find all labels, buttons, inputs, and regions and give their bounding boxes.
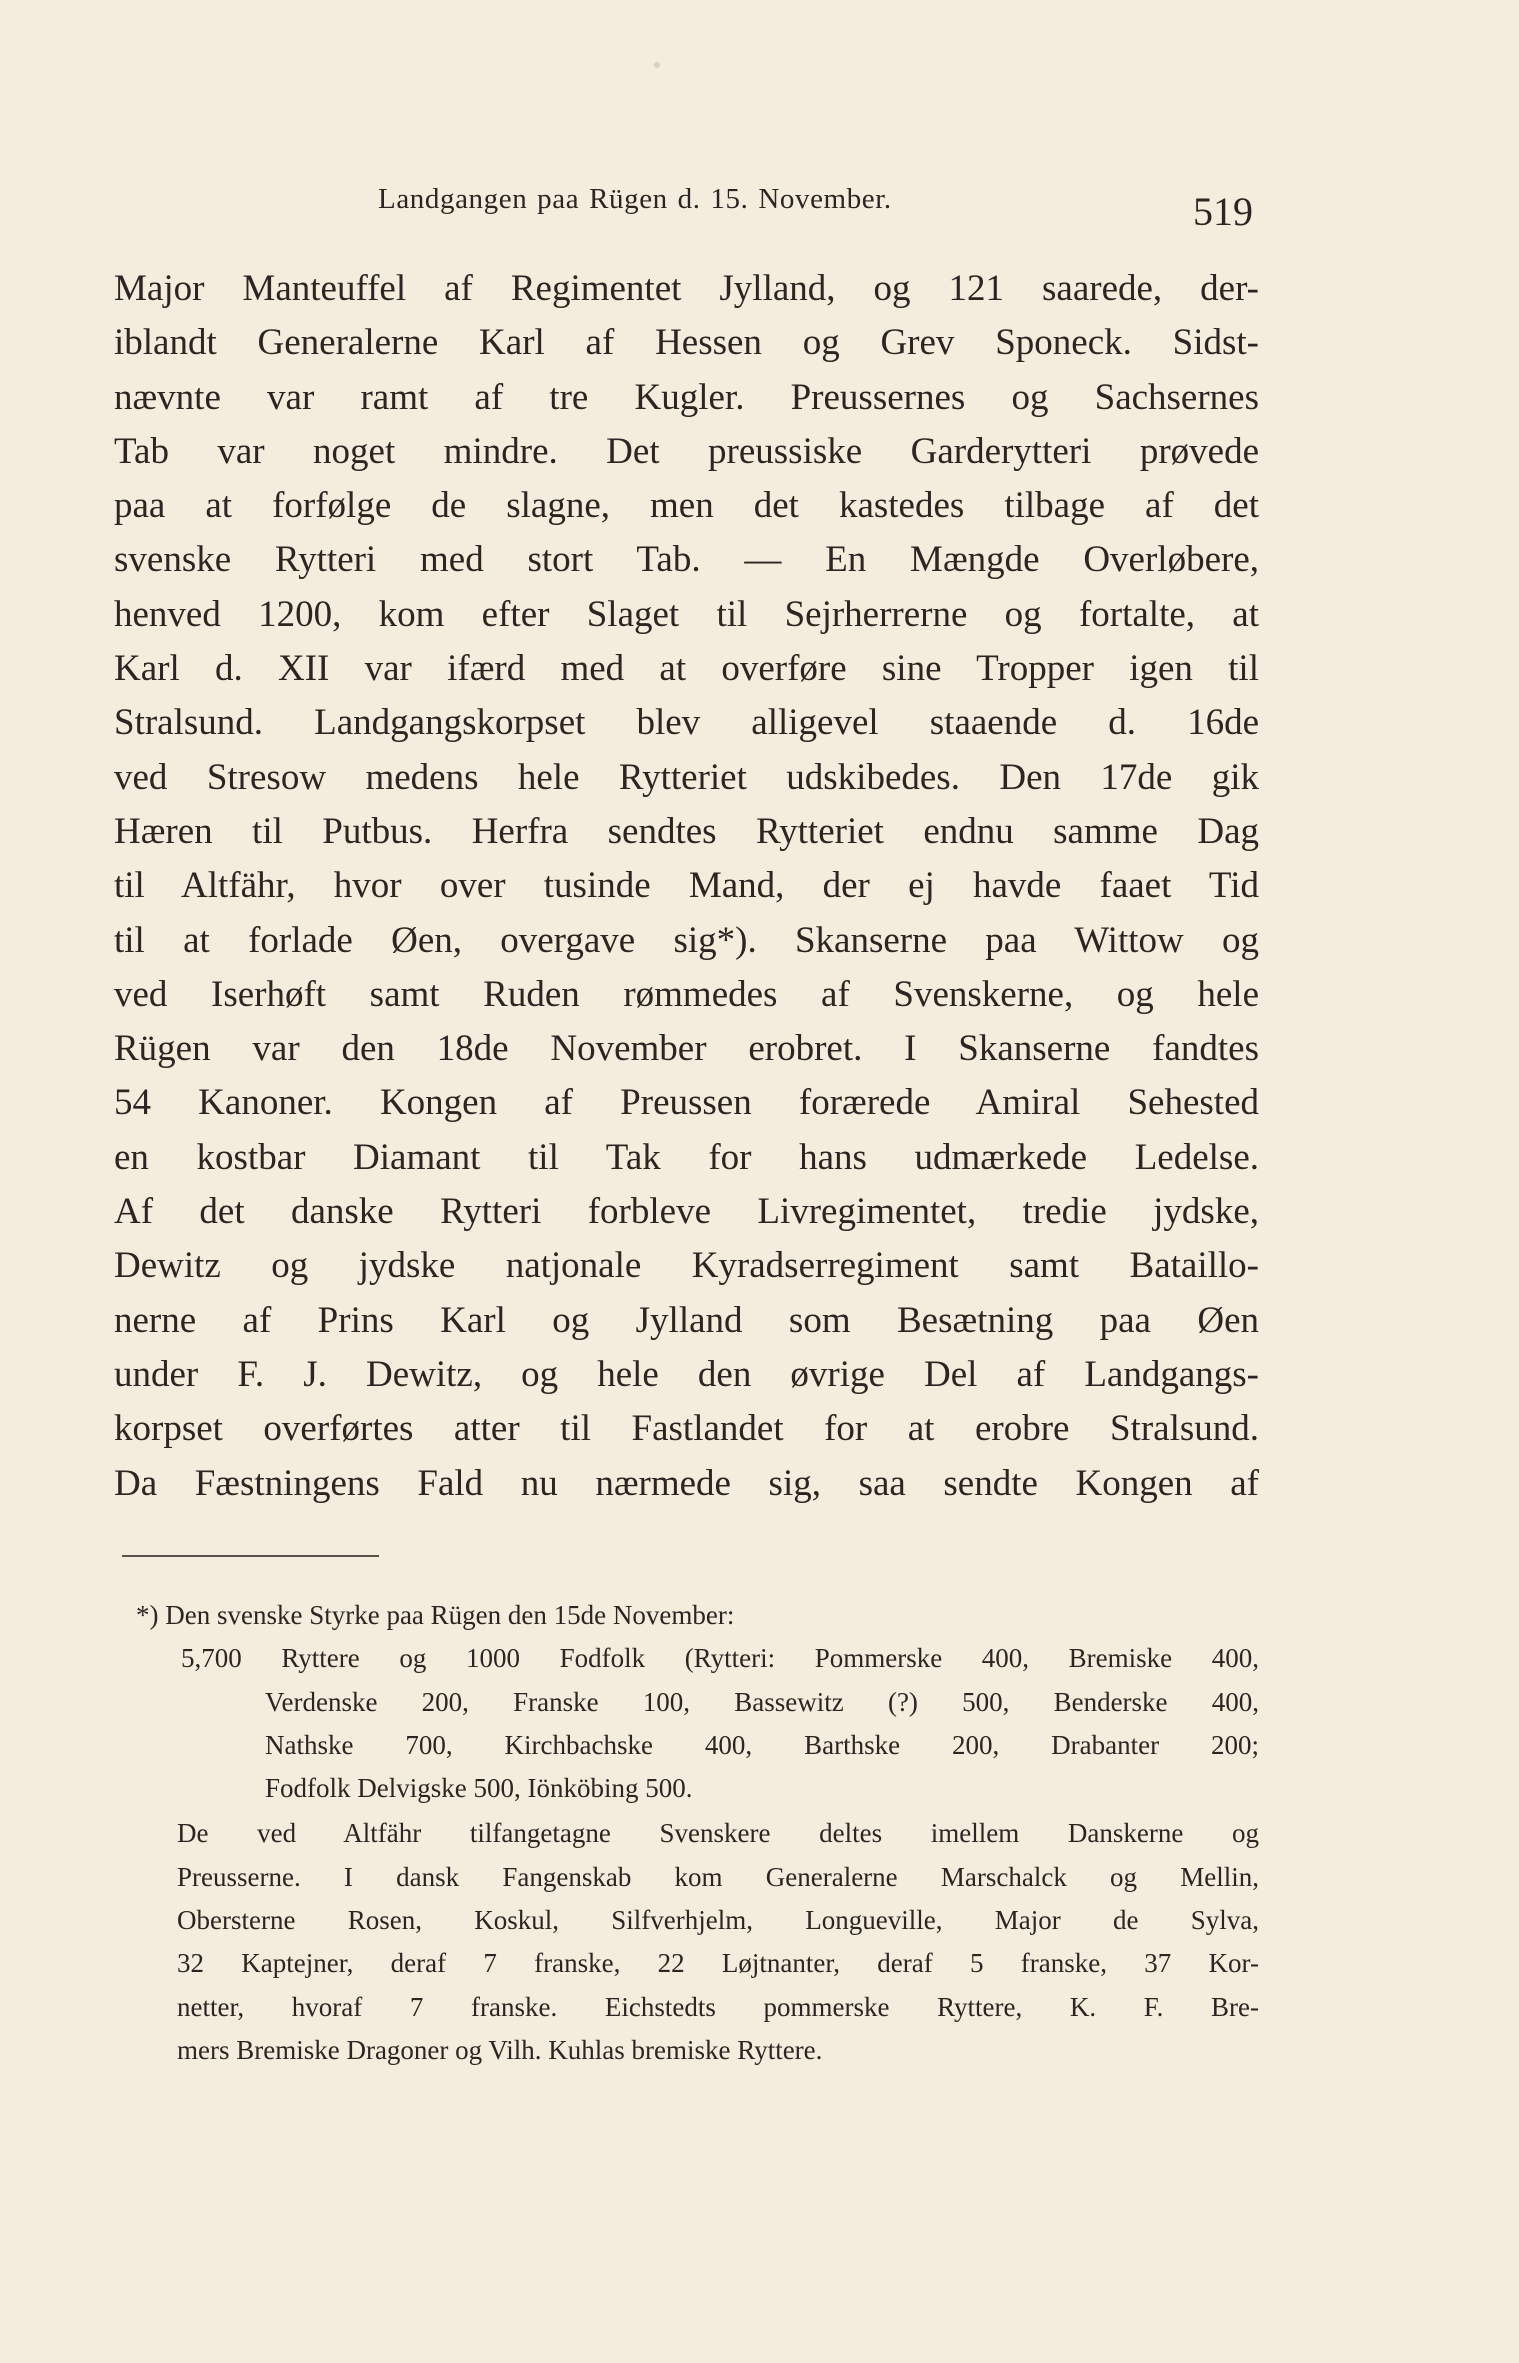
footnote-line: Obersterne Rosen, Koskul, Silfverhjelm, Longueville, Major de Sylva, [177,1905,1259,1936]
text-line: en kostbar Diamant til Tak for hans udmærkede Ledelse. [114,1136,1259,1178]
text-line: under F. J. Dewitz, og hele den øvrige Del af Landgangs- [114,1353,1259,1395]
footnote-line: mers Bremiske Dragoner og Vilh. Kuhlas bremiske Ryttere. [177,2034,823,2065]
text-line: nerne af Prins Karl og Jylland som Besætning paa Øen [114,1299,1259,1341]
text-line: Karl d. XII var ifærd med at overføre sine Tropper igen til [114,648,1259,690]
text-line: Hæren til Putbus. Herfra sendtes Rytteriet endnu samme Dag [114,810,1259,852]
footnote-1 [122,1594,1259,1810]
main-text-block [114,262,1259,1511]
footnote-line: 32 Kaptejner, deraf 7 franske, 22 Løjtnanter, deraf 5 franske, 37 Kor- [177,1948,1259,1979]
text-line: korpset overførtes atter til Fastlandet for at erobre Stralsund. [114,1408,1259,1450]
text-line: Stralsund. Landgangskorpset blev alligevel staaende d. 16de [114,702,1259,744]
page-speck [654,62,660,68]
text-line: 54 Kanoner. Kongen af Preussen forærede Amiral Sehested [114,1082,1259,1124]
footnote-divider [122,1555,379,1557]
text-line: ved Stresow medens hele Rytteriet udskibedes. Den 17de gik [114,756,1259,798]
text-line: til Altfähr, hvor over tusinde Mand, der ej havde faaet Tid [114,865,1259,907]
footnote-line: Fodfolk Delvigske 500, Iönköbing 500. [265,1773,693,1804]
text-line: svenske Rytteri med stort Tab. — En Mængde Overløbere, [114,539,1259,581]
text-line: til at forlade Øen, overgave sig*). Skanserne paa Wittow og [114,919,1259,961]
footnote-2 [122,1812,1259,2072]
footnotes [122,1594,1259,2072]
text-line: Da Fæstningens Fald nu nærmede sig, saa sendte Kongen af [114,1462,1259,1504]
text-line: Major Manteuffel af Regimentet Jylland, og 121 saarede, der- [114,268,1259,309]
footnote-line: De ved Altfähr tilfangetagne Svenskere deltes imellem Danskerne og [177,1818,1259,1849]
text-line: Dewitz og jydske natjonale Kyradserregiment samt Bataillo- [114,1245,1259,1287]
text-line: Tab var noget mindre. Det preussiske Garderytteri prøvede [114,430,1259,472]
text-line: ved Iserhøft samt Ruden rømmedes af Svenskerne, og hele [114,973,1259,1015]
text-line: Rügen var den 18de November erobret. I Skanserne fandtes [114,1028,1259,1070]
text-line: Af det danske Rytteri forbleve Livregimentet, tredie jydske, [114,1191,1259,1233]
text-line: henved 1200, kom efter Slaget til Sejrherrerne og fortalte, at [114,593,1259,635]
text-line: iblandt Generalerne Karl af Hessen og Grev Sponeck. Sidst- [114,322,1259,364]
footnote-line: Verdenske 200, Franske 100, Bassewitz (?) 500, Benderske 400, [265,1686,1259,1717]
text-line: paa at forfølge de slagne, men det kastedes tilbage af det [114,485,1259,527]
page-number: 519 [1193,189,1253,234]
footnote-line: Nathske 700, Kirchbachske 400, Barthske 200, Drabanter 200; [265,1729,1259,1760]
running-head: Landgangen paa Rügen d. 15. November. [378,183,892,215]
footnote-line: netter, hvoraf 7 franske. Eichstedts pommerske Ryttere, K. F. Bre- [177,1991,1259,2022]
text-line: nævnte var ramt af tre Kugler. Preussernes og Sachsernes [114,376,1259,418]
footnote-line: 5,700 Ryttere og 1000 Fodfolk (Rytteri: Pommerske 400, Bremiske 400, [181,1643,1259,1674]
footnote-line: Preusserne. I dansk Fangenskab kom Generalerne Marschalck og Mellin, [177,1861,1259,1892]
footnote-line: *) Den svenske Styrke paa Rügen den 15de November: [136,1600,735,1630]
